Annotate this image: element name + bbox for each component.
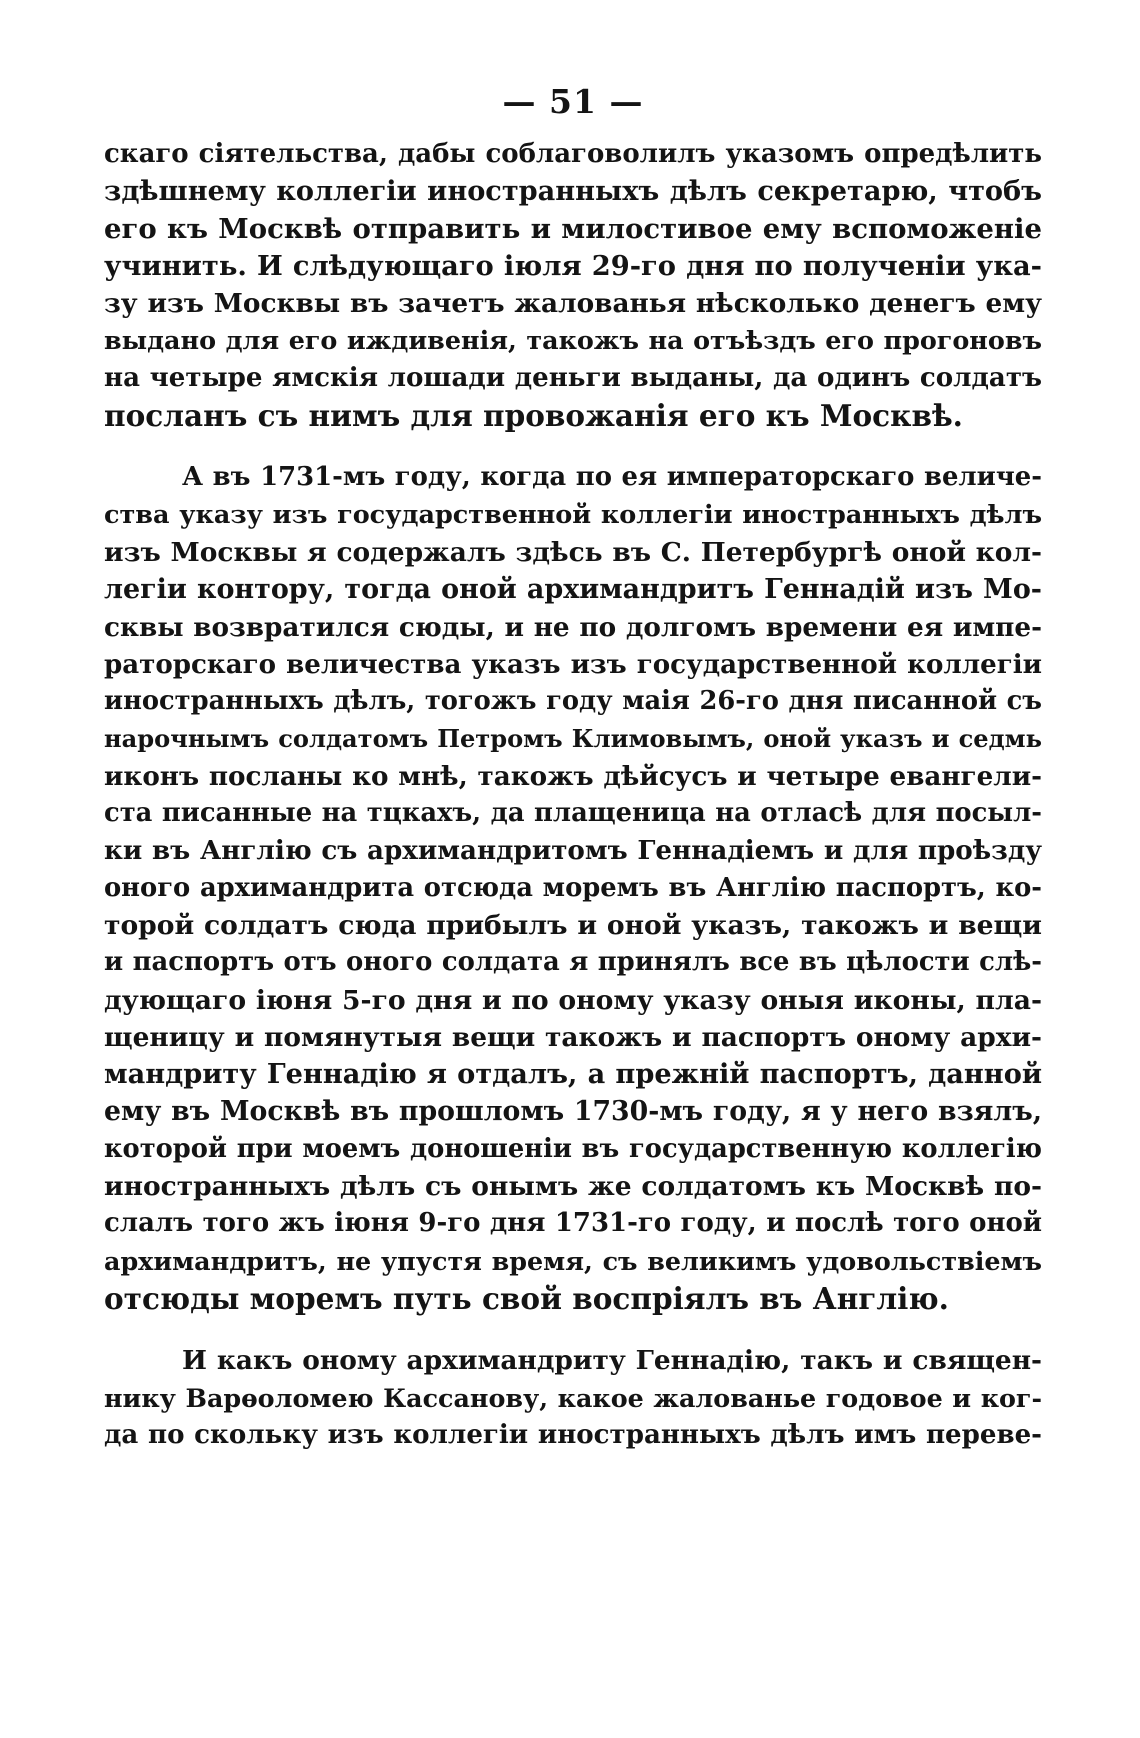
- text-line: иконъ посланы ко мнѣ, такожъ дѣйсусъ и четыре евангели-: [104, 760, 1042, 792]
- text-line: и паспортъ отъ оного солдата я принялъ все въ цѣлости слѣ-: [104, 947, 1042, 978]
- paragraph-3: [104, 1342, 1042, 1454]
- text-line: А въ 1731-мъ году, когда по ея императорскаго величе-: [182, 462, 1042, 493]
- text-line: нику Варѳоломею Кассанову, какое жалованье годовое и ког-: [104, 1382, 1042, 1413]
- text-line: ки въ Англію съ архимандритомъ Геннадіемъ и для проѣзду: [104, 835, 1042, 867]
- text-line: легіи контору, тогда оной архимандритъ Геннадій изъ Мо-: [104, 574, 1042, 606]
- text-line: посланъ съ нимъ для провожанія его къ Москвѣ.: [104, 398, 963, 434]
- text-line: иностранныхъ дѣлъ съ онымъ же солдатомъ къ Москвѣ по-: [104, 1171, 1042, 1203]
- text-line: сквы возвратился сюды, и не по долгомъ времени ея импе-: [104, 611, 1042, 643]
- text-line: которой при моемъ доношеніи въ государственную коллегію: [104, 1133, 1042, 1164]
- text-line: торой солдатъ сюда прибылъ и оной указъ, такожъ и вещи: [104, 909, 1042, 941]
- text-line: ему въ Москвѣ въ прошломъ 1730-мъ году, я у него взялъ,: [104, 1096, 1042, 1128]
- text-line: дующаго іюня 5-го дня и по оному указу оныя иконы, пла-: [104, 984, 1042, 1016]
- text-line: скаго сіятельства, дабы соблаговолилъ указомъ опредѣлить: [104, 139, 1042, 169]
- text-line: отсюды моремъ путь свой воспріялъ въ Англію.: [104, 1280, 949, 1316]
- text-line: зу изъ Москвы въ зачетъ жалованья нѣсколько денегъ ему: [104, 288, 1042, 320]
- text-line: выдано для его иждивенія, такожъ на отъѣздъ его прогоновъ: [104, 325, 1042, 356]
- text-line: нарочнымъ солдатомъ Петромъ Климовымъ, оной указъ и седмь: [104, 724, 1042, 754]
- text-line: ства указу изъ государственной коллегіи иностранныхъ дѣлъ: [104, 499, 1042, 530]
- text-line: слалъ того жъ іюня 9-го дня 1731-го году, и послѣ того оной: [104, 1208, 1042, 1239]
- text-line: учинить. И слѣдующаго іюля 29-го дня по полученіи ука-: [104, 249, 1042, 282]
- text-line: ста писанные на тцкахъ, да плащеница на отласѣ для посыл-: [104, 798, 1042, 829]
- paragraph-gap: [104, 434, 1042, 459]
- text-line: на четыре ямскія лошади деньги выданы, да одинъ солдатъ: [104, 362, 1042, 393]
- book-page: [104, 82, 1042, 1454]
- text-line: мандриту Геннадію я отдалъ, а прежній паспортъ, данной: [104, 1058, 1042, 1091]
- text-line: да по скольку изъ коллегіи иностранныхъ дѣлъ имъ переве-: [104, 1419, 1042, 1450]
- text-line: И какъ оному архимандриту Геннадію, такъ и священ-: [182, 1345, 1042, 1377]
- text-line: его къ Москвѣ отправить и милостивое ему вспоможеніе: [104, 212, 1042, 245]
- paragraph-2: [104, 459, 1042, 1317]
- text-line: изъ Москвы я содержалъ здѣсь въ С. Петербургѣ оной кол-: [104, 536, 1042, 568]
- text-line: щеницу и помянутыя вещи такожъ и паспортъ оному архи-: [104, 1021, 1042, 1053]
- text-line: оного архимандрита отсюда моремъ въ Англію паспортъ, ко-: [104, 872, 1042, 903]
- paragraph-gap: [104, 1317, 1042, 1342]
- page-number: — 51 —: [502, 82, 644, 121]
- text-line: раторскаго величества указъ изъ государственной коллегіи: [104, 648, 1042, 680]
- text-line: архимандритъ, не упустя время, съ великимъ удовольствіемъ: [104, 1245, 1042, 1276]
- text-line: иностранныхъ дѣлъ, тогожъ году маія 26-го дня писанной съ: [104, 686, 1042, 717]
- paragraph-1: [104, 136, 1042, 434]
- text-line: здѣшнему коллегіи иностранныхъ дѣлъ секретарю, чтобъ: [104, 175, 1042, 208]
